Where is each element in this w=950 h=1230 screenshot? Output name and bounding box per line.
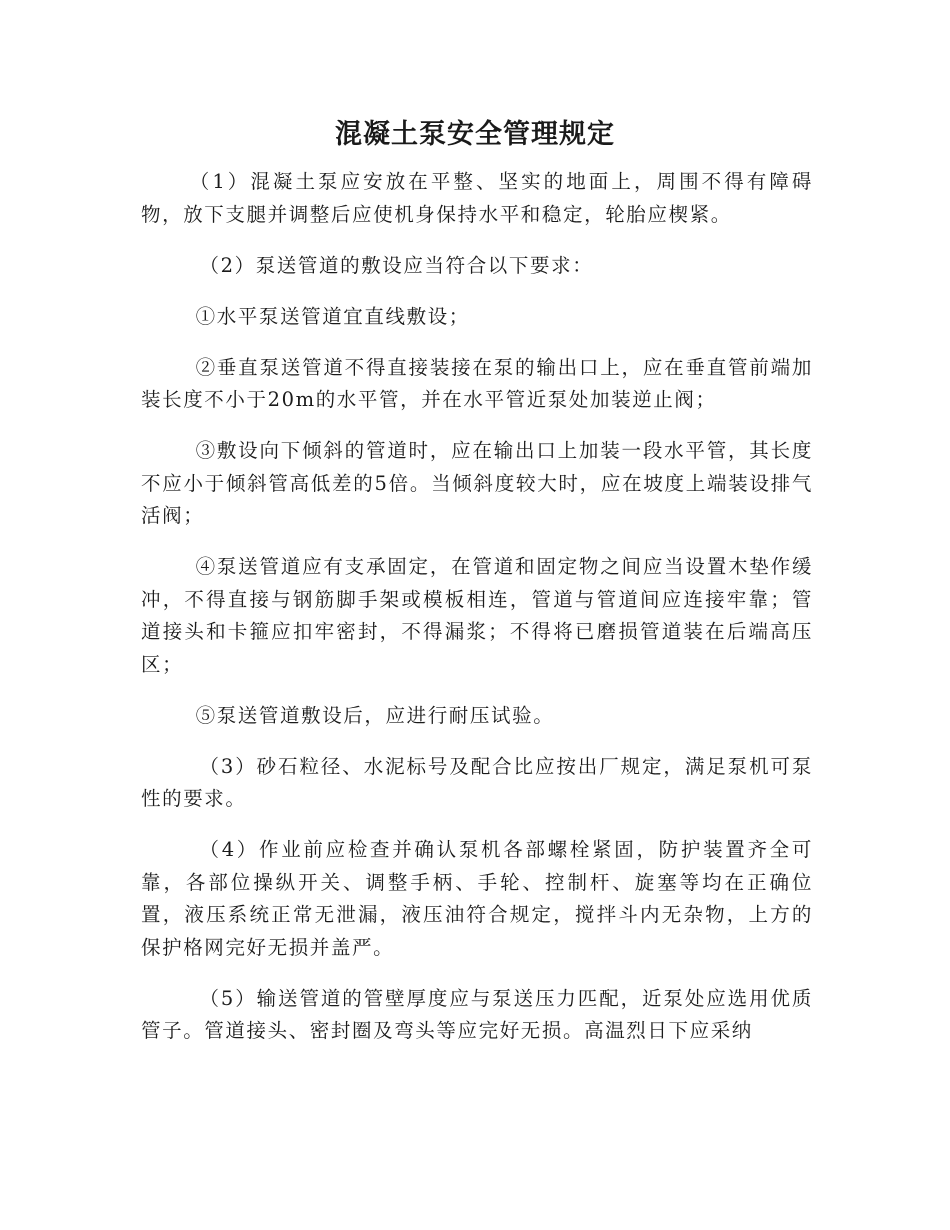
list-item-3: ③敷设向下倾斜的管道时，应在输出口上加装一段水平管，其长度不应小于倾斜管高低差的5倍。当倾斜度较大时，应在坡度上端装设排气活阀； (141, 439, 813, 527)
paragraph-5: （5）输送管道的管壁厚度应与泵送压力匹配，近泵处应选用优质管子。管道接头、密封圈及弯头等应完好无损。高温烈日下应采纳 (141, 986, 813, 1042)
list-item-5: ⑤泵送管道敷设后，应进行耐压试验。 (195, 703, 555, 727)
list-item-2: ②垂直泵送管道不得直接装接在泵的输出口上，应在垂直管前端加装长度不小于20m的水平管，并在水平管近泵处加装逆止阀； (141, 355, 813, 411)
paragraph-1: （1）混凝土泵应安放在平整、坚实的地面上，周围不得有障碍物，放下支腿并调整后应使机身保持水平和稳定，轮胎应楔紧。 (141, 170, 813, 226)
list-item-4: ④泵送管道应有支承固定，在管道和固定物之间应当设置木垫作缓冲，不得直接与钢筋脚手架或模板相连，管道与管道间应连接牢靠；管道接头和卡箍应扣牢密封，不得漏浆；不得将已磨损管道装在后端高压区； (141, 555, 813, 676)
paragraph-3: （3）砂石粒径、水泥标号及配合比应按出厂规定，满足泵机可泵性的要求。 (141, 754, 813, 810)
paragraph-4: （4）作业前应检查并确认泵机各部螺栓紧固，防护装置齐全可靠，各部位操纵开关、调整手柄、手轮、控制杆、旋塞等均在正确位置，液压系统正常无泄漏，液压油符合规定，搅拌斗内无杂物，上方的保护格网完好无损并盖严。 (141, 838, 813, 959)
list-item-1: ①水平泵送管道宜直线敷设； (195, 304, 470, 328)
paragraph-2: （2）泵送管道的敷设应当符合以下要求： (199, 253, 594, 277)
page-title: 混凝土泵安全管理规定 (335, 119, 615, 150)
document-body (141, 166, 813, 1066)
